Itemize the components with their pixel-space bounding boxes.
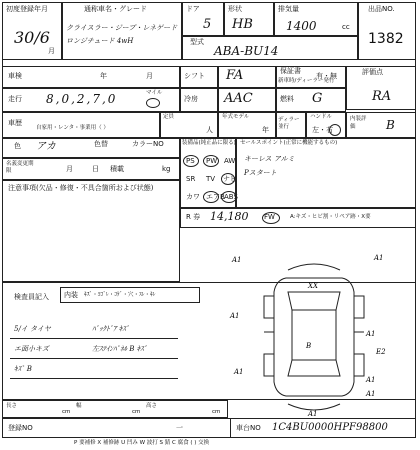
inspector-line-4: 左ｽﾃｲﾝﾊﾟﾈﾙ B ｷｽﾞ	[92, 345, 148, 353]
door-label: ドア	[186, 5, 200, 13]
first-reg-label: 初度登録年月	[6, 5, 48, 13]
color-value: アカ	[36, 141, 56, 152]
lot-value: 1382	[368, 31, 404, 47]
height-unit: cm	[212, 409, 221, 415]
notes-label: 注意事項(欠品・修復・不具合箇所および状態)	[8, 184, 154, 192]
model-value: ABA-BU14	[214, 44, 279, 58]
note-rule-1	[10, 338, 178, 339]
name-change-day: 日	[92, 165, 99, 173]
equip-abs-circle	[221, 191, 237, 203]
fuel-value: G	[312, 91, 323, 106]
recycle-label: R 券	[186, 213, 201, 221]
dimensions-row	[2, 400, 228, 418]
car-rear-window	[288, 360, 340, 376]
reg-no-label: 登録NO	[8, 424, 33, 432]
interior-value: B	[386, 118, 395, 132]
handle-right-circle	[329, 124, 341, 136]
capacity-label: 定員	[163, 114, 175, 120]
vin-label: 車台NO	[236, 424, 261, 432]
fuel-label: 燃料	[280, 95, 294, 103]
door-value: 5	[203, 17, 212, 32]
equip-sr: SR	[186, 175, 196, 183]
mark-a1-2: A1	[374, 254, 384, 262]
mileage-unit: マイル	[146, 90, 163, 96]
mark-a1-4: A1	[366, 330, 376, 338]
name-change-month: 月	[66, 165, 73, 173]
history-label: 車歴	[8, 119, 22, 127]
car-roof	[292, 310, 336, 360]
capacity-unit: 人	[206, 126, 213, 134]
name-grade-value: クライスラー・ジープ・レネゲード ロンジチュード 4wH	[66, 24, 178, 46]
body-label: 形状	[228, 5, 242, 13]
length-unit: cm	[62, 409, 71, 415]
equip-leather: カワ	[186, 193, 200, 201]
mileage-label: 走行	[8, 95, 22, 103]
equip-ps: PS	[186, 157, 195, 165]
handle-label: ハンドル	[310, 114, 333, 120]
car-windshield	[288, 292, 340, 310]
load-label: 積載	[110, 165, 124, 173]
displacement-unit: cc	[342, 23, 350, 31]
equipment-label: 装備品(純正品に限る)	[182, 140, 236, 146]
equip-navi-circle	[221, 173, 235, 185]
reg-dash: 一	[176, 424, 183, 432]
mark-a1-3: A1	[230, 312, 240, 320]
first-reg-month-unit: 月	[48, 47, 55, 55]
mark-b: B	[306, 342, 312, 350]
vin-value: 1C4BU0000HPF98800	[272, 422, 388, 433]
footer-legend: P 要補修 X 補修跡 U 凹み W 波打 S 錆 C 腐食 ( ) 交換	[74, 440, 210, 446]
shaken-month-label: 月	[146, 72, 153, 80]
equip-ps-circle	[183, 155, 199, 167]
height-label: 高さ	[146, 403, 158, 409]
warranty-sub: 新車時/ディーラー発行	[278, 78, 335, 84]
name-change-label: 名義変更期限	[6, 161, 34, 175]
sales-line-2: Pスタート	[244, 169, 277, 177]
car-rear-right	[354, 354, 364, 376]
mileage-value: 8,0,2,7,0	[46, 92, 118, 106]
car-front-bumper	[288, 264, 340, 270]
equip-aw: AW	[224, 157, 236, 165]
note-rule-2	[10, 358, 178, 359]
equip-pw-circle	[203, 155, 219, 167]
equip-abs: ABS	[224, 193, 238, 201]
sales-line-1: キーレス アルミ	[244, 155, 295, 163]
color-change-label: 色替	[94, 140, 108, 148]
car-mirror-right	[354, 296, 364, 318]
shaken-cell	[2, 66, 180, 88]
name-grade-label: 通称車名・グレード	[84, 5, 147, 13]
width-label: 幅	[76, 403, 82, 409]
body-value: HB	[232, 17, 253, 32]
displacement-label: 排気量	[278, 5, 299, 13]
interior-scale-items: ｷｽﾞ・ﾖｺﾞﾚ・ｺｹﾞ・穴・ｽﾚ・ｷﾚ	[84, 292, 156, 298]
sales-label: セールスポイント(正常に機能するもの)	[240, 140, 338, 146]
year-model-label: 年式モデル	[222, 114, 250, 120]
mark-a1-8: A1	[308, 410, 318, 418]
history-sub: 自家用・レンタ・事業用（ ）	[36, 125, 109, 131]
notes-area	[2, 180, 180, 282]
inspector-line-2: ﾊﾞｯｸﾄﾞｱ ｷｽﾞ	[92, 325, 130, 333]
warranty-options: 有・無	[316, 72, 337, 80]
shaken-year-label: 年	[100, 72, 107, 80]
shaken-label: 車検	[8, 72, 22, 80]
interior-label: 内装評価	[350, 116, 367, 130]
mileage-unit-circle	[146, 98, 160, 108]
ac-value: AAC	[224, 91, 253, 106]
rating-label: 評価点	[362, 68, 383, 76]
color-label: 色	[14, 142, 21, 150]
car-diagram	[226, 236, 402, 420]
inspector-line-1: 5/イ タイヤ	[14, 325, 51, 333]
year-model-unit: 年	[262, 126, 269, 134]
first-reg-value: 30/6	[14, 28, 50, 47]
inspector-label: 検査員記入	[14, 293, 49, 301]
warranty-label: 保証書	[280, 67, 301, 75]
rating-value: RA	[372, 89, 392, 104]
mark-a1-7: A1	[366, 390, 376, 398]
mark-xx: XX	[308, 282, 318, 290]
mark-e2: E2	[376, 348, 386, 356]
shift-label: シフト	[184, 72, 205, 80]
damage-legend: A:キズ・ヒビ割・リペア跡・X要	[290, 214, 371, 220]
car-mirror-left	[264, 296, 274, 318]
shift-value: FA	[226, 68, 244, 83]
inspector-line-3: エ面小キズ	[14, 345, 49, 353]
mark-a1-1: A1	[232, 256, 242, 264]
fw-label: FW	[264, 213, 275, 221]
equip-airbag: エアB	[206, 193, 225, 201]
mark-a1-5: A1	[234, 368, 244, 376]
lot-label: 出品NO.	[368, 5, 395, 13]
equip-pw: PW	[206, 157, 218, 165]
dealer-label: ディラー並行	[278, 117, 300, 131]
note-rule-3	[10, 378, 178, 379]
width-unit: cm	[132, 409, 141, 415]
displacement-value: 1400	[286, 19, 317, 33]
car-rear-left	[264, 354, 274, 376]
recycle-value: 14,180	[210, 210, 249, 223]
model-label: 型式	[190, 38, 204, 46]
ac-label: 冷房	[184, 95, 198, 103]
handle-value: 左・右	[312, 126, 333, 134]
equip-tv: TV	[206, 175, 216, 183]
interior-scale-label: 内装	[64, 291, 78, 299]
color-no-label: カラーNO	[132, 140, 164, 148]
load-unit: kg	[162, 165, 171, 173]
equip-airbag-circle	[203, 191, 219, 203]
footer-divider	[230, 418, 231, 438]
equip-navi: ナビ	[223, 175, 237, 183]
length-label: 長さ	[6, 403, 18, 409]
inspector-line-5: ｷｽﾞ B	[14, 365, 32, 373]
car-body-outline	[274, 278, 354, 396]
mark-a1-6: A1	[366, 376, 376, 384]
